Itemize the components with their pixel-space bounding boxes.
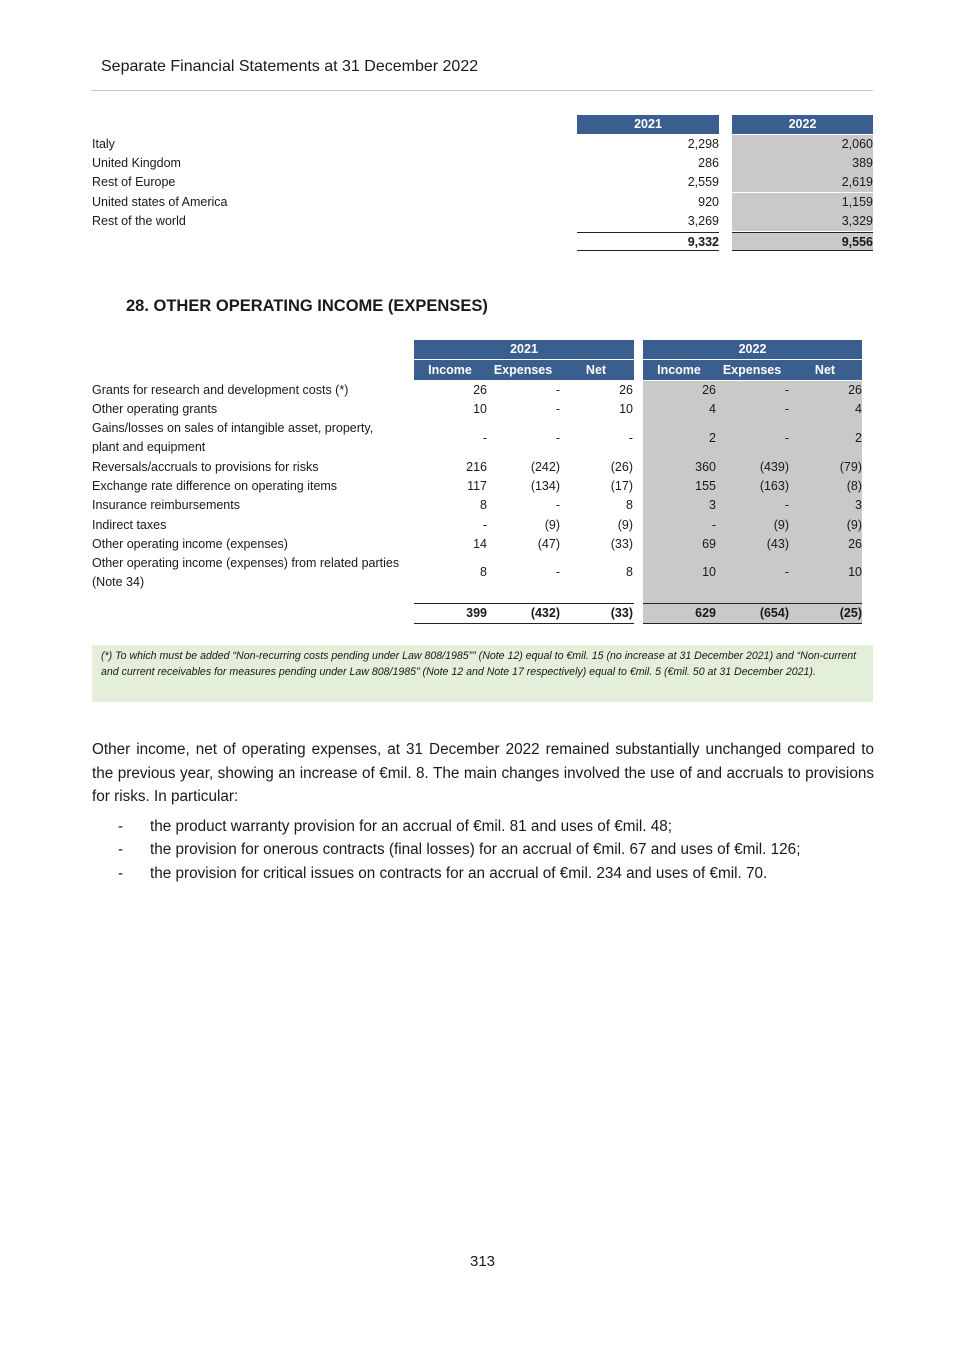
row-label: United states of America: [92, 194, 228, 209]
table-row: [0, 535, 965, 554]
table-row: [0, 173, 965, 192]
value-2021-income: 117: [467, 479, 487, 494]
subheader-expenses-2021: Expenses: [493, 363, 553, 377]
row-label: Other operating grants: [92, 402, 218, 417]
value-2021: 920: [698, 194, 719, 209]
value-2022-net: 26: [848, 536, 862, 551]
total-2022: 9,556: [732, 232, 873, 251]
total-2021-net: (33): [610, 606, 633, 621]
header-divider: [91, 90, 873, 91]
section-title: 28. OTHER OPERATING INCOME (EXPENSES): [126, 297, 488, 315]
total-bottom-rule-2021: [414, 623, 634, 624]
value-2021-income: 14: [473, 536, 487, 551]
row-label: Rest of Europe: [92, 175, 176, 190]
value-2021-net: -: [628, 430, 633, 445]
value-2022-income: 10: [702, 565, 716, 580]
value-2021-expenses: -: [555, 498, 560, 513]
value-2022-expenses: (163): [759, 479, 789, 494]
table-row: [0, 477, 965, 496]
value-2021-income: 8: [480, 565, 487, 580]
subheader-net-2022: Net: [814, 363, 836, 377]
bullet-text: the provision for onerous contracts (final losses) for an accrual of €mil. 67 and uses of €mil. 126;: [150, 841, 801, 859]
subheader-net-2021: Net: [585, 363, 607, 377]
value-2022: 2,619: [732, 173, 873, 192]
value-2022-expenses: (43): [766, 536, 789, 551]
value-2021-income: 216: [466, 459, 487, 474]
table-row: [0, 458, 965, 477]
value-2022-expenses: (9): [773, 517, 789, 532]
footnote-box: [92, 645, 873, 702]
row-label: Gains/losses on sales of intangible asset, property, plant and equipment: [92, 421, 374, 455]
value-2022-net: (9): [846, 517, 862, 532]
value-2022-income: 2: [709, 430, 716, 445]
value-2022-expenses: -: [784, 402, 789, 417]
total-2022-expenses: (654): [759, 606, 789, 621]
total-bottom-rule-2022: [643, 623, 862, 624]
value-2022-income: 26: [702, 383, 716, 397]
value-2022-net: 3: [855, 498, 862, 513]
bullet-text: the provision for critical issues on contracts for an accrual of €mil. 234 and uses of €mil. 70.: [150, 864, 768, 882]
total-2021-income: 399: [466, 606, 487, 621]
value-2021-net: (17): [610, 479, 633, 494]
total-2021: 9,332: [577, 232, 719, 251]
value-2022-net: (79): [839, 459, 862, 474]
value-2021-net: 26: [619, 383, 633, 397]
value-2021-expenses: -: [555, 402, 560, 417]
value-2021-income: 10: [473, 402, 487, 417]
table-row: [0, 135, 965, 154]
table-row: [0, 419, 965, 458]
value-2021: 3,269: [687, 213, 719, 228]
value-2022: 3,329: [732, 212, 873, 231]
value-2021-net: (33): [610, 536, 633, 551]
value-2021-expenses: (9): [544, 517, 560, 532]
value-2021-income: -: [482, 517, 487, 532]
row-label: Grants for research and development costs (*): [92, 383, 349, 397]
value-2022-income: 360: [695, 459, 716, 474]
value-2021-income: -: [482, 430, 487, 445]
value-2021-expenses: (134): [530, 479, 560, 494]
value-2022-income: 4: [709, 402, 716, 417]
body-paragraph: Other income, net of operating expenses, at 31 December 2022 remained substantially unchanged compared to the previous year, showing an increase of €mil. 8. The main changes involved the use of and accruals to provisions for risks. In particular:: [92, 741, 874, 805]
column-header-2021: 2021: [577, 115, 719, 134]
total-2021-expenses: (432): [530, 606, 560, 621]
subheader-income-2021: Income: [428, 363, 472, 377]
value-2022-net: 10: [848, 565, 862, 580]
value-2021: 2,559: [687, 175, 719, 190]
total-2022-net: (25): [839, 606, 862, 621]
value-2021-expenses: (242): [530, 459, 560, 474]
value-2021-net: (26): [610, 459, 633, 474]
total-row: [0, 604, 965, 623]
value-2022-income: 69: [702, 536, 716, 551]
value-2022-expenses: -: [784, 498, 789, 513]
value-2022: 1,159: [732, 193, 873, 212]
value-2021-expenses: (47): [537, 536, 560, 551]
value-2022-expenses: -: [784, 383, 789, 397]
value-2022-income: 3: [709, 498, 716, 513]
subheader-expenses-2022: Expenses: [722, 363, 782, 377]
row-label: Italy: [92, 137, 115, 151]
value-2022-net: 4: [855, 402, 862, 417]
table-row: [0, 496, 965, 515]
table-row: [0, 154, 965, 173]
year-header-2022: 2022: [643, 340, 862, 359]
column-header-2022: 2022: [732, 115, 873, 134]
row-label: Exchange rate difference on operating items: [92, 479, 338, 494]
value-2021-expenses: -: [555, 430, 560, 445]
value-2022-income: 155: [695, 479, 716, 494]
page-header-title: Separate Financial Statements at 31 December 2022: [101, 58, 479, 75]
table-row: [0, 212, 965, 231]
value-2021-net: 10: [619, 402, 633, 417]
row-label: Other operating income (expenses): [92, 536, 288, 551]
row-label: Other operating income (expenses) from related parties (Note 34): [92, 555, 400, 589]
row-label: United Kingdom: [92, 156, 181, 171]
value-2021-income: 8: [480, 498, 487, 513]
table-row: [0, 193, 965, 212]
subheader-income-2022: Income: [657, 363, 701, 377]
bullet-marker: -: [118, 841, 124, 859]
value-2021-income: 26: [473, 383, 487, 397]
value-2021: 2,298: [687, 137, 719, 151]
table-row: [0, 516, 965, 535]
value-2021-expenses: -: [555, 565, 560, 580]
value-2021-net: (9): [617, 517, 633, 532]
total-2022-income: 629: [695, 606, 716, 621]
year-header-2021: 2021: [414, 340, 634, 359]
row-label: Rest of the world: [92, 213, 186, 228]
value-2022-net: 26: [848, 383, 862, 397]
row-label: Insurance reimbursements: [92, 498, 240, 513]
value-2022: 389: [732, 154, 873, 173]
row-label: Indirect taxes: [92, 517, 167, 532]
value-2021: 286: [698, 156, 719, 171]
row-label: Reversals/accruals to provisions for risks: [92, 459, 319, 474]
table-row: [0, 400, 965, 419]
value-2021-net: 8: [626, 498, 633, 513]
value-2022-expenses: (439): [759, 459, 789, 474]
value-2022-net: 2: [855, 430, 862, 445]
bullet-text: the product warranty provision for an accrual of €mil. 81 and uses of €mil. 48;: [150, 818, 673, 835]
value-2021-expenses: -: [555, 383, 560, 397]
table-row: [0, 381, 965, 400]
value-2022-income: -: [711, 517, 716, 532]
value-2022-expenses: -: [784, 430, 789, 445]
value-2022-expenses: -: [784, 565, 789, 580]
bullet-marker: -: [118, 818, 124, 835]
value-2022-net: (8): [846, 479, 862, 494]
footnote-text: (*) To which must be added “Non-recurring costs pending under Law 808/1985”” (Note 12) equal to €mil. 15 (no increase at 31 December 2021) and “Non-current and current receivables for measures pending under Law 808/1985” (Note 12 and Note 17 respectively) equal to €mil. 5 (€mil. 50 at 31 December 2021).: [101, 650, 857, 679]
bullet-marker: -: [118, 864, 124, 882]
table-row: [0, 554, 965, 593]
page-number: 313: [469, 1253, 496, 1270]
value-2021-net: 8: [626, 565, 633, 580]
total-row: [0, 232, 965, 251]
value-2022: 2,060: [732, 135, 873, 154]
